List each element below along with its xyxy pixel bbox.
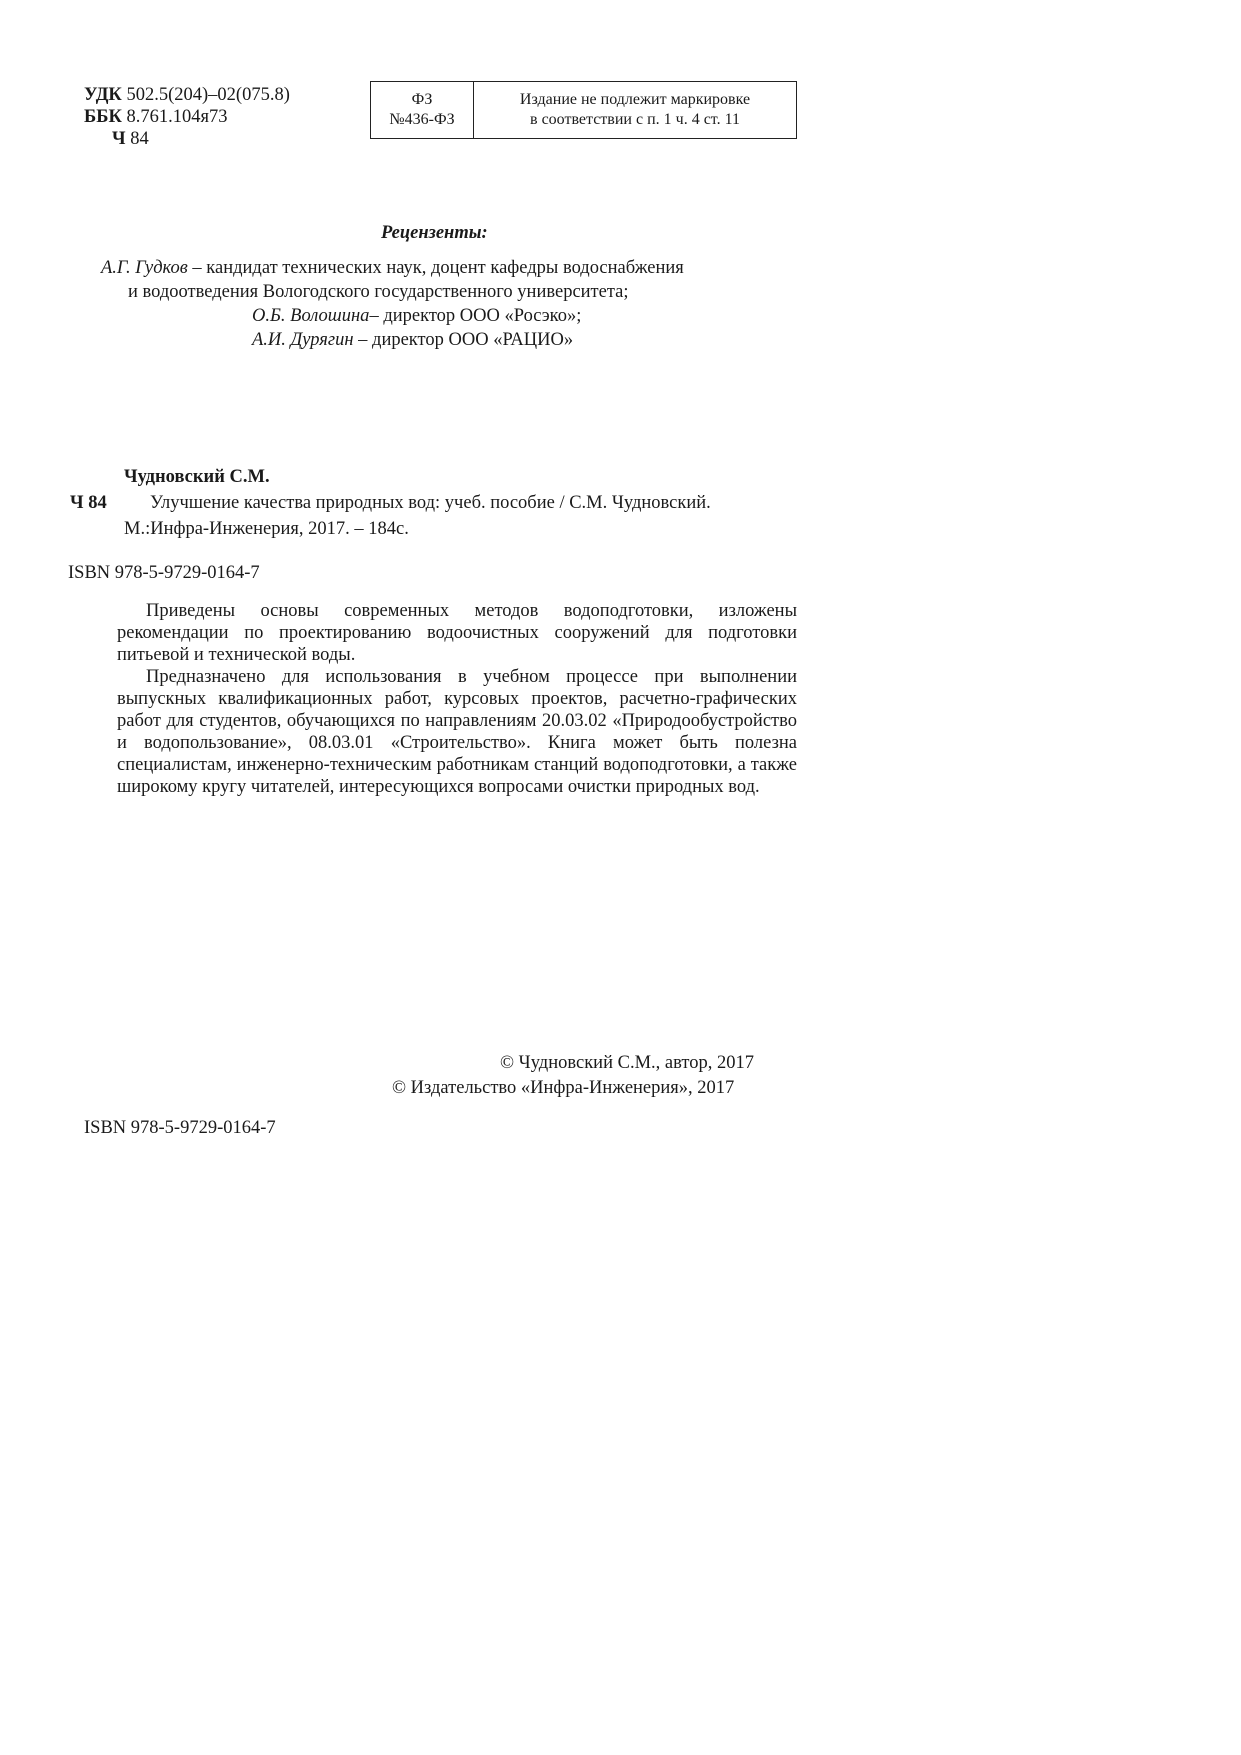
classification-block xyxy=(84,84,290,150)
udk-line xyxy=(84,84,290,106)
copyright-publisher: © Издательство «Инфра-Инженерия», 2017 xyxy=(392,1078,735,1098)
annotation xyxy=(117,600,797,798)
fz-law-line1: ФЗ xyxy=(411,91,433,108)
copyright-author: © Чудновский С.М., автор, 2017 xyxy=(500,1053,754,1073)
isbn-top: ISBN 978-5-9729-0164-7 xyxy=(68,563,260,583)
udk-value: 502.5(204)–02(075.8) xyxy=(126,85,290,105)
copyright-block xyxy=(392,1052,754,1099)
bbk-label: ББК xyxy=(84,107,122,127)
reviewer-3-line xyxy=(252,329,573,351)
author-sign-line xyxy=(84,128,290,150)
isbn-bottom: ISBN 978-5-9729-0164-7 xyxy=(84,1118,276,1138)
biblio-author: Чудновский С.М. xyxy=(124,467,270,487)
biblio-line2: М.:Инфра-Инженерия, 2017. – 184с. xyxy=(124,519,409,539)
reviewer-2-name: О.Б. Волошина xyxy=(252,306,370,326)
fz-note-line2: в соответствии с п. 1 ч. 4 ст. 11 xyxy=(530,111,740,128)
reviewers-title: Рецензенты: xyxy=(381,223,488,243)
biblio-code: Ч 84 xyxy=(70,493,107,513)
author-sign-label: Ч xyxy=(112,129,126,149)
fz-note-line1: Издание не подлежит маркировке xyxy=(519,91,751,108)
fz-law-line2: №436-ФЗ xyxy=(389,111,455,128)
reviewer-2-line xyxy=(252,305,581,327)
reviewer-3-desc: – директор ООО «РАЦИО» xyxy=(353,330,574,350)
reviewer-1-line1 xyxy=(101,257,684,279)
reviewer-1-line2: и водоотведения Вологодского государственного университета; xyxy=(128,282,629,302)
biblio-line1: Улучшение качества природных вод: учеб. пособие / С.М. Чудновский. xyxy=(150,493,711,513)
reviewer-1-name: А.Г. Гудков xyxy=(101,258,188,278)
fz-note-cell xyxy=(474,82,796,138)
fz-law-cell xyxy=(371,82,474,138)
annotation-paragraph-2: Предназначено для использования в учебном процессе при выполнении выпускных квалификационных работ, курсовых проектов, расчетно-графических работ для студентов, обучающихся по направлениям 20.03.02 «Природообустройство и водопользование», 08.03.01 «Строительство». Книга может быть полезна специалистам, инженерно-техническим работникам станций водоподготовки, а также широкому кругу читателей, интересующихся вопросами очистки природных вод. xyxy=(117,667,797,797)
udk-label: УДК xyxy=(84,85,122,105)
annotation-paragraph-1: Приведены основы современных методов водоподготовки, изложены рекомендации по проектированию водоочистных сооружений для подготовки питьевой и технической воды. xyxy=(117,601,797,665)
bbk-line xyxy=(84,106,290,128)
reviewer-2-desc: – директор ООО «Росэко»; xyxy=(369,306,582,326)
bbk-value: 8.761.104я73 xyxy=(126,107,228,127)
reviewer-1-desc1: – кандидат технических наук, доцент кафедры водоснабжения xyxy=(187,258,684,278)
author-sign-value: 84 xyxy=(130,129,149,149)
fz-marking-box xyxy=(370,81,797,139)
reviewer-3-name: А.И. Дурягин xyxy=(252,330,354,350)
